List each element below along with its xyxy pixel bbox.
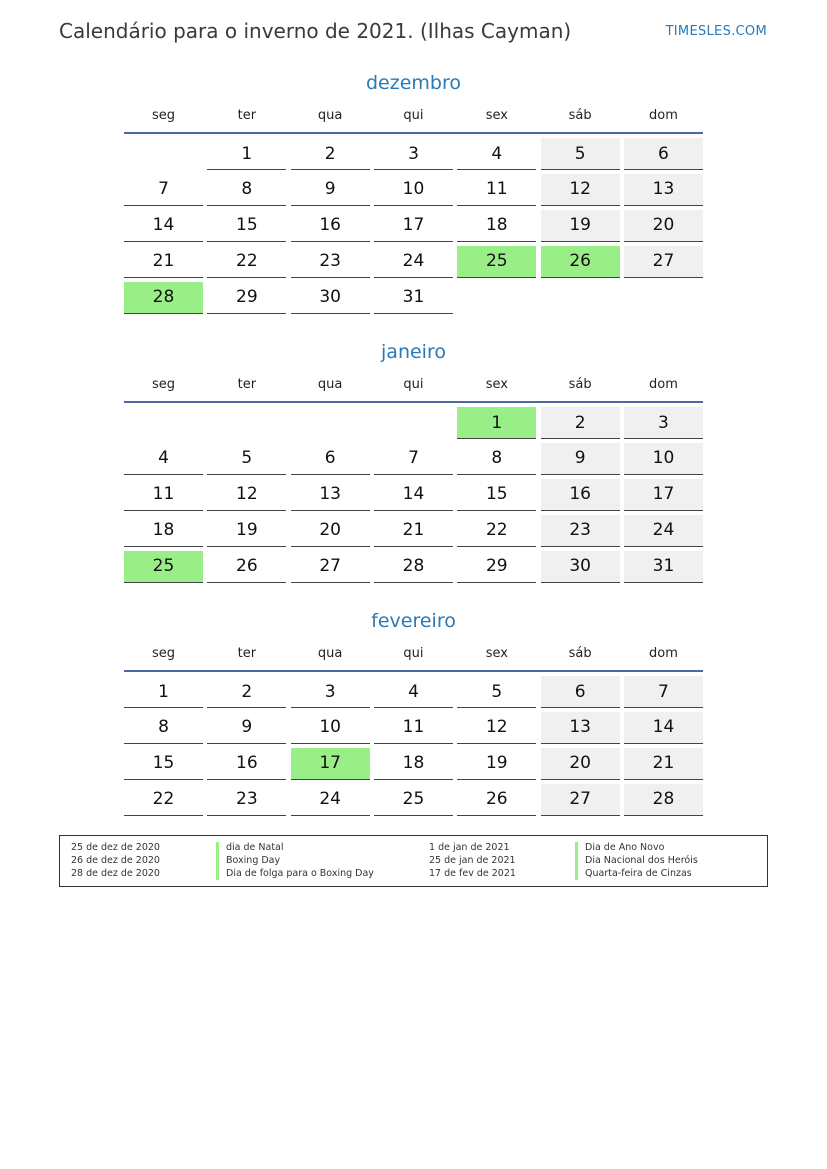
- day-cell: 21: [124, 246, 203, 278]
- legend-date: 17 de fev de 2021: [429, 867, 516, 879]
- empty-cell: [291, 407, 370, 439]
- day-cell: 18: [457, 210, 536, 242]
- legend-holiday-name: Dia de Ano Novo: [575, 842, 698, 855]
- day-cell: 21: [624, 748, 703, 780]
- day-cell: 14: [624, 712, 703, 744]
- day-cell: 17: [624, 479, 703, 511]
- weekday-label: seg: [151, 645, 176, 661]
- day-cell: 25: [374, 784, 453, 816]
- day-cell: 19: [541, 210, 620, 242]
- day-cell: 31: [374, 282, 453, 314]
- day-cell: 22: [124, 784, 203, 816]
- day-grid: [124, 407, 703, 583]
- page-title: Calendário para o inverno de 2021. (Ilhas Cayman): [59, 19, 572, 43]
- day-cell: 6: [624, 138, 703, 170]
- day-cell: 18: [374, 748, 453, 780]
- weekday-label: sáb: [568, 376, 592, 392]
- legend-date: 25 de jan de 2021: [429, 854, 516, 866]
- day-cell: 8: [124, 712, 203, 744]
- weekday-label: ter: [237, 107, 257, 123]
- day-cell: 11: [457, 174, 536, 206]
- header-rule: [124, 132, 703, 134]
- day-cell: 15: [124, 748, 203, 780]
- day-cell: 21: [374, 515, 453, 547]
- weekday-label: ter: [237, 645, 257, 661]
- weekday-label: qua: [317, 376, 343, 392]
- month-february: [124, 606, 703, 816]
- day-cell: 4: [374, 676, 453, 708]
- holiday-day-cell: 17: [291, 748, 370, 780]
- legend-date: 28 de dez de 2020: [71, 867, 160, 879]
- weekday-label: dom: [649, 645, 678, 661]
- legend-names-right: [576, 842, 698, 880]
- legend-dates-left: [71, 842, 160, 880]
- day-cell: 13: [624, 174, 703, 206]
- day-cell: 3: [374, 138, 453, 170]
- day-cell: 19: [457, 748, 536, 780]
- legend-holiday-name: Dia de folga para o Boxing Day: [216, 868, 374, 881]
- day-cell: 2: [291, 138, 370, 170]
- day-cell: 22: [207, 246, 286, 278]
- day-cell: 23: [207, 784, 286, 816]
- brand-logo[interactable]: TIMESLES.COM: [665, 24, 767, 39]
- weekday-label: qui: [403, 645, 424, 661]
- day-cell: 10: [291, 712, 370, 744]
- day-cell: 28: [624, 784, 703, 816]
- day-cell: 12: [457, 712, 536, 744]
- empty-cell: [124, 138, 203, 170]
- day-cell: 19: [207, 515, 286, 547]
- legend-holiday-name: Boxing Day: [216, 855, 374, 868]
- day-cell: 16: [541, 479, 620, 511]
- day-cell: 6: [541, 676, 620, 708]
- day-cell: 3: [291, 676, 370, 708]
- weekday-label: qui: [403, 107, 424, 123]
- day-cell: 1: [207, 138, 286, 170]
- day-cell: 7: [624, 676, 703, 708]
- day-cell: 30: [541, 551, 620, 583]
- day-cell: 4: [124, 443, 203, 475]
- legend-dates-right: [429, 842, 516, 880]
- weekday-label: dom: [649, 107, 678, 123]
- day-cell: 8: [207, 174, 286, 206]
- weekday-label: dom: [649, 376, 678, 392]
- day-cell: 27: [541, 784, 620, 816]
- day-cell: 13: [541, 712, 620, 744]
- day-cell: 16: [291, 210, 370, 242]
- month-title: janeiro: [381, 341, 446, 363]
- legend-names-left: [217, 842, 374, 880]
- month-title: dezembro: [366, 72, 461, 94]
- header-rule: [124, 401, 703, 403]
- day-cell: 16: [207, 748, 286, 780]
- day-cell: 29: [457, 551, 536, 583]
- day-cell: 5: [541, 138, 620, 170]
- day-cell: 9: [207, 712, 286, 744]
- day-cell: 1: [124, 676, 203, 708]
- day-cell: 24: [374, 246, 453, 278]
- day-cell: 30: [291, 282, 370, 314]
- day-cell: 8: [457, 443, 536, 475]
- legend-holiday-name: dia de Natal: [216, 842, 374, 855]
- holiday-legend: [59, 835, 768, 887]
- day-cell: 10: [624, 443, 703, 475]
- day-cell: 6: [291, 443, 370, 475]
- holiday-day-cell: 26: [541, 246, 620, 278]
- weekday-label: qua: [317, 645, 343, 661]
- empty-cell: [374, 407, 453, 439]
- day-cell: 31: [624, 551, 703, 583]
- day-cell: 7: [374, 443, 453, 475]
- day-cell: 14: [124, 210, 203, 242]
- legend-date: 1 de jan de 2021: [429, 842, 510, 853]
- holiday-day-cell: 1: [457, 407, 536, 439]
- legend-holiday-name: Quarta-feira de Cinzas: [575, 868, 698, 881]
- day-cell: 26: [457, 784, 536, 816]
- day-cell: 12: [541, 174, 620, 206]
- holiday-day-cell: 28: [124, 282, 203, 314]
- day-cell: 28: [374, 551, 453, 583]
- day-cell: 23: [541, 515, 620, 547]
- day-cell: 23: [291, 246, 370, 278]
- weekday-header: [124, 98, 703, 132]
- weekday-label: sex: [485, 107, 508, 123]
- day-grid: [124, 676, 703, 816]
- day-cell: 7: [124, 174, 203, 206]
- empty-cell: [124, 407, 203, 439]
- day-cell: 9: [541, 443, 620, 475]
- weekday-header: [124, 636, 703, 670]
- day-cell: 22: [457, 515, 536, 547]
- day-cell: 5: [207, 443, 286, 475]
- day-cell: 2: [541, 407, 620, 439]
- weekday-label: qui: [403, 376, 424, 392]
- day-cell: 15: [457, 479, 536, 511]
- day-cell: 5: [457, 676, 536, 708]
- day-cell: 27: [624, 246, 703, 278]
- day-cell: 14: [374, 479, 453, 511]
- day-cell: 10: [374, 174, 453, 206]
- day-cell: 12: [207, 479, 286, 511]
- legend-date: 25 de dez de 2020: [71, 842, 160, 853]
- day-cell: 20: [291, 515, 370, 547]
- day-cell: 11: [374, 712, 453, 744]
- day-cell: 2: [207, 676, 286, 708]
- day-cell: 20: [624, 210, 703, 242]
- day-cell: 3: [624, 407, 703, 439]
- day-cell: 11: [124, 479, 203, 511]
- day-cell: 24: [624, 515, 703, 547]
- day-cell: 29: [207, 282, 286, 314]
- weekday-label: ter: [237, 376, 257, 392]
- day-cell: 20: [541, 748, 620, 780]
- day-cell: 13: [291, 479, 370, 511]
- day-cell: 24: [291, 784, 370, 816]
- weekday-label: sex: [485, 376, 508, 392]
- legend-date: 26 de dez de 2020: [71, 854, 160, 866]
- weekday-label: sáb: [568, 645, 592, 661]
- legend-holiday-name: Dia Nacional dos Heróis: [575, 855, 698, 868]
- day-cell: 9: [291, 174, 370, 206]
- weekday-label: sáb: [568, 107, 592, 123]
- day-cell: 26: [207, 551, 286, 583]
- day-cell: 17: [374, 210, 453, 242]
- weekday-label: seg: [151, 376, 176, 392]
- day-cell: 4: [457, 138, 536, 170]
- month-title: fevereiro: [371, 610, 456, 632]
- day-cell: 27: [291, 551, 370, 583]
- weekday-label: seg: [151, 107, 176, 123]
- holiday-day-cell: 25: [457, 246, 536, 278]
- weekday-label: qua: [317, 107, 343, 123]
- month-january: [124, 337, 703, 583]
- weekday-label: sex: [485, 645, 508, 661]
- empty-cell: [207, 407, 286, 439]
- day-cell: 18: [124, 515, 203, 547]
- holiday-day-cell: 25: [124, 551, 203, 583]
- header-rule: [124, 670, 703, 672]
- month-december: [124, 68, 703, 314]
- day-cell: 15: [207, 210, 286, 242]
- weekday-header: [124, 367, 703, 401]
- day-grid: [124, 138, 703, 314]
